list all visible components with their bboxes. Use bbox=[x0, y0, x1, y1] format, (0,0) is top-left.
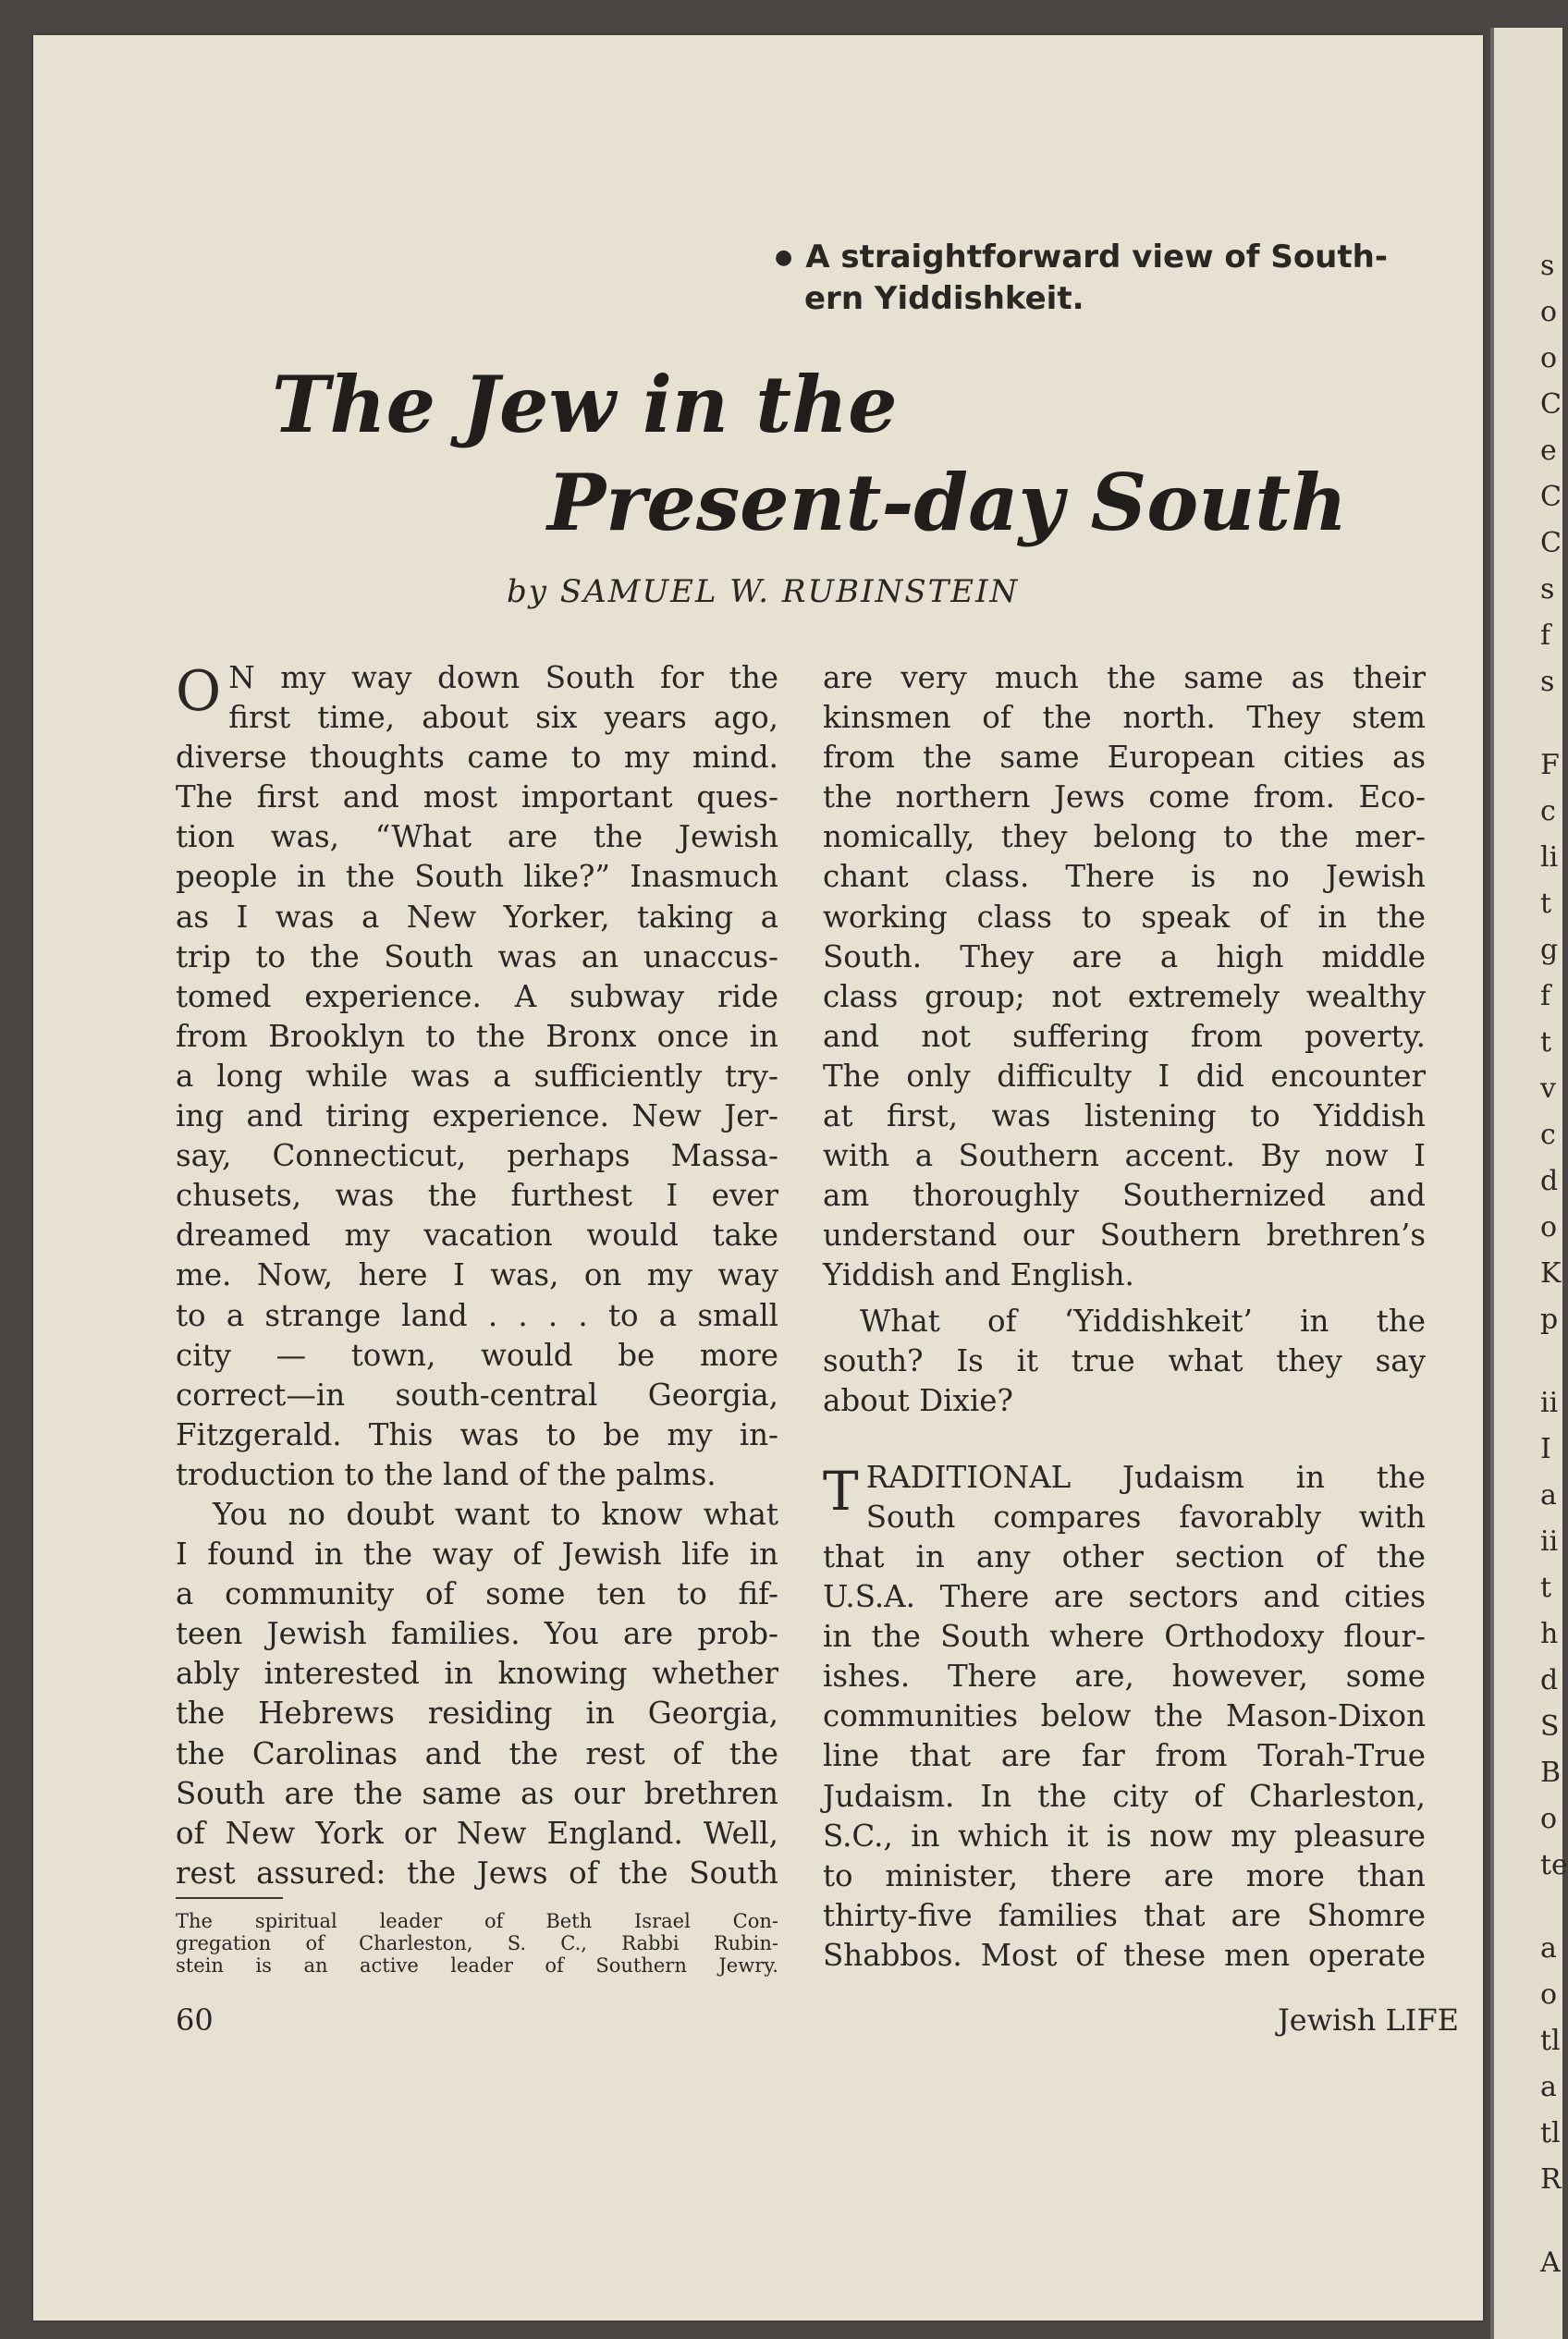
text-line: Judaism. In the city of Charleston, bbox=[823, 1778, 1426, 1814]
text-line: city — town, would be more bbox=[176, 1337, 778, 1373]
adjacent-page-letter: o bbox=[1540, 1803, 1558, 1835]
author-footnote bbox=[176, 1910, 778, 1977]
adjacent-page-letter: v bbox=[1540, 1072, 1556, 1105]
kicker-line-1: A straightforward view of South- bbox=[805, 239, 1388, 276]
adjacent-page-letter: t bbox=[1540, 1026, 1552, 1059]
text-line: The only difficulty I did encounter bbox=[823, 1058, 1426, 1094]
text-line: to minister, there are more than bbox=[823, 1857, 1426, 1893]
text-line: chant class. There is no Jewish bbox=[823, 859, 1426, 895]
adjacent-page-letter: A bbox=[1540, 2247, 1561, 2279]
text-line: South. They are a high middle bbox=[823, 938, 1426, 974]
article-kicker bbox=[775, 237, 1440, 319]
adjacent-page-letter: S bbox=[1540, 1710, 1560, 1743]
adjacent-page-letter: B bbox=[1540, 1757, 1562, 1789]
text-line: ably interested in knowing whether bbox=[176, 1656, 778, 1692]
text-line: me. Now, here I was, on my way bbox=[176, 1257, 778, 1293]
text-line: RADITIONAL Judaism in the bbox=[865, 1459, 1426, 1495]
adjacent-page-letter: C bbox=[1540, 481, 1562, 513]
text-line: as I was a New Yorker, taking a bbox=[176, 899, 778, 935]
drop-cap: T bbox=[823, 1459, 859, 1523]
adjacent-page-letter: t bbox=[1540, 888, 1552, 920]
text-line: South are the same as our brethren bbox=[176, 1775, 778, 1811]
magazine-name: Jewish LIFE bbox=[1277, 2002, 1459, 2038]
text-line: the Hebrews residing in Georgia, bbox=[176, 1696, 778, 1732]
text-line: I found in the way of Jewish life in bbox=[176, 1537, 778, 1573]
text-line: U.S.A. There are sectors and cities bbox=[823, 1579, 1426, 1615]
adjacent-page-letter: F bbox=[1540, 749, 1560, 781]
adjacent-page-letter: o bbox=[1540, 296, 1558, 328]
adjacent-page-letter: tl bbox=[1540, 2117, 1561, 2149]
text-line: teen Jewish families. You are prob- bbox=[176, 1616, 778, 1652]
adjacent-page-letter: c bbox=[1540, 795, 1556, 827]
adjacent-page-letter: s bbox=[1540, 666, 1555, 698]
text-line: troduction to the land of the palms. bbox=[176, 1456, 717, 1492]
text-line: kinsmen of the north. They stem bbox=[823, 700, 1426, 736]
text-line: to a strange land . . . . to a small bbox=[176, 1297, 778, 1333]
text-line: thirty-five families that are Shomre bbox=[823, 1897, 1426, 1933]
text-line: You no doubt want to know what bbox=[213, 1496, 778, 1532]
text-line: nomically, they belong to the mer- bbox=[823, 819, 1426, 855]
text-line: The first and most important ques- bbox=[176, 779, 778, 815]
text-line: say, Connecticut, perhaps Massa- bbox=[176, 1138, 778, 1174]
text-line: Fitzgerald. This was to be my in- bbox=[176, 1416, 778, 1452]
text-line: rest assured: the Jews of the South bbox=[176, 1855, 778, 1891]
adjacent-page-letter: C bbox=[1540, 527, 1562, 559]
text-line: the northern Jews come from. Eco- bbox=[823, 779, 1426, 815]
adjacent-page-letter: a bbox=[1540, 1932, 1557, 1965]
text-line: diverse thoughts came to my mind. bbox=[176, 740, 778, 776]
right-column bbox=[823, 658, 1426, 1976]
adjacent-page-edge bbox=[1490, 28, 1568, 2339]
text-line: correct—in south-central Georgia, bbox=[176, 1377, 778, 1413]
adjacent-page-letter: f bbox=[1540, 619, 1551, 652]
paragraph bbox=[823, 1458, 1426, 1976]
text-line: the Carolinas and the rest of the bbox=[176, 1735, 778, 1771]
adjacent-page-letter: R bbox=[1540, 2163, 1562, 2196]
adjacent-page-letter: C bbox=[1540, 388, 1562, 421]
adjacent-page-letter: li bbox=[1540, 841, 1559, 874]
text-line: N my way down South for the bbox=[228, 660, 778, 695]
article-title-line-2: Present-day South bbox=[547, 457, 1348, 548]
text-line: What of ‘Yiddishkeit’ in the bbox=[860, 1303, 1426, 1339]
text-line: are very much the same as their bbox=[823, 660, 1426, 695]
text-line: South compares favorably with bbox=[865, 1499, 1426, 1535]
adjacent-page-letter: e bbox=[1540, 435, 1557, 467]
adjacent-page-letter: t bbox=[1540, 1572, 1552, 1604]
adjacent-page-letter: s bbox=[1540, 573, 1555, 606]
adjacent-page-letter: c bbox=[1540, 1119, 1556, 1151]
kicker-line-2: ern Yiddishkeit. bbox=[804, 280, 1084, 317]
text-line: trip to the South was an unaccus- bbox=[176, 938, 778, 974]
adjacent-page-letter: a bbox=[1540, 2071, 1557, 2103]
text-line: communities below the Mason-Dixon bbox=[823, 1698, 1426, 1734]
article-title-line-1: The Jew in the bbox=[272, 359, 898, 450]
text-line: am thoroughly Southernized and bbox=[823, 1178, 1426, 1214]
drop-cap: O bbox=[176, 659, 222, 724]
left-column bbox=[176, 658, 778, 1893]
adjacent-page-letter: o bbox=[1540, 342, 1558, 374]
adjacent-page-letter: o bbox=[1540, 1211, 1558, 1243]
paragraph bbox=[823, 1302, 1426, 1421]
text-line: understand our Southern brethren’s bbox=[823, 1218, 1426, 1254]
adjacent-page-letter: d bbox=[1540, 1664, 1559, 1696]
adjacent-page-letter: I bbox=[1540, 1433, 1551, 1465]
adjacent-page-letter: d bbox=[1540, 1165, 1559, 1197]
adjacent-page-letter: ii bbox=[1540, 1387, 1559, 1419]
byline: by SAMUEL W. RUBINSTEIN bbox=[507, 573, 1020, 610]
bullet-icon: ● bbox=[775, 246, 793, 269]
text-line: a community of some ten to fif- bbox=[176, 1576, 778, 1612]
text-line: south? Is it true what they say bbox=[823, 1342, 1426, 1378]
adjacent-page-letter: f bbox=[1540, 980, 1551, 1012]
text-line: of New York or New England. Well, bbox=[176, 1815, 778, 1851]
text-line: about Dixie? bbox=[823, 1382, 1013, 1418]
text-line: first time, about six years ago, bbox=[228, 700, 778, 736]
footnote-divider bbox=[176, 1897, 283, 1899]
text-line: that in any other section of the bbox=[823, 1538, 1426, 1574]
adjacent-page-letter: a bbox=[1540, 1479, 1557, 1512]
text-line: people in the South like?” Inasmuch bbox=[176, 859, 778, 895]
text-line: in the South where Orthodoxy flour- bbox=[823, 1619, 1426, 1655]
adjacent-page-letter: ii bbox=[1540, 1525, 1559, 1558]
page-number: 60 bbox=[176, 2002, 214, 2038]
text-line: tion was, “What are the Jewish bbox=[176, 819, 778, 855]
adjacent-page-letter: h bbox=[1540, 1618, 1559, 1650]
text-line: chusets, was the furthest I ever bbox=[176, 1178, 778, 1214]
text-line: class group; not extremely wealthy bbox=[823, 978, 1426, 1014]
text-line: S.C., in which it is now my pleasure bbox=[823, 1818, 1426, 1854]
text-line: Yiddish and English. bbox=[823, 1257, 1134, 1293]
text-line: with a Southern accent. By now I bbox=[823, 1138, 1426, 1174]
adjacent-page-letter: p bbox=[1540, 1304, 1559, 1336]
footnote-line: The spiritual leader of Beth Israel Con- bbox=[176, 1910, 778, 1932]
adjacent-page-letter: K bbox=[1540, 1257, 1562, 1290]
text-line: a long while was a sufficiently try- bbox=[176, 1058, 778, 1094]
text-line: and not suffering from poverty. bbox=[823, 1018, 1426, 1054]
text-line: tomed experience. A subway ride bbox=[176, 978, 778, 1014]
text-line: dreamed my vacation would take bbox=[176, 1218, 778, 1254]
text-line: from Brooklyn to the Bronx once in bbox=[176, 1018, 778, 1054]
adjacent-page-letter: o bbox=[1540, 1978, 1558, 2011]
footnote-line: gregation of Charleston, S. C., Rabbi Rubin- bbox=[176, 1932, 778, 1954]
text-line: working class to speak of in the bbox=[823, 899, 1426, 935]
text-line: from the same European cities as bbox=[823, 740, 1426, 776]
text-line: ing and tiring experience. New Jer- bbox=[176, 1098, 778, 1134]
footnote-line: stein is an active leader of Southern Jewry. bbox=[176, 1954, 778, 1977]
adjacent-page-letter: tl bbox=[1540, 2025, 1561, 2057]
adjacent-page-letter: s bbox=[1540, 250, 1555, 282]
text-line: at first, was listening to Yiddish bbox=[823, 1098, 1426, 1134]
text-line: line that are far from Torah-True bbox=[823, 1738, 1426, 1774]
adjacent-page-letter: te bbox=[1540, 1849, 1568, 1881]
text-line: Shabbos. Most of these men operate bbox=[823, 1937, 1426, 1973]
adjacent-page-letter: g bbox=[1540, 934, 1559, 966]
text-line: ishes. There are, however, some bbox=[823, 1659, 1426, 1695]
